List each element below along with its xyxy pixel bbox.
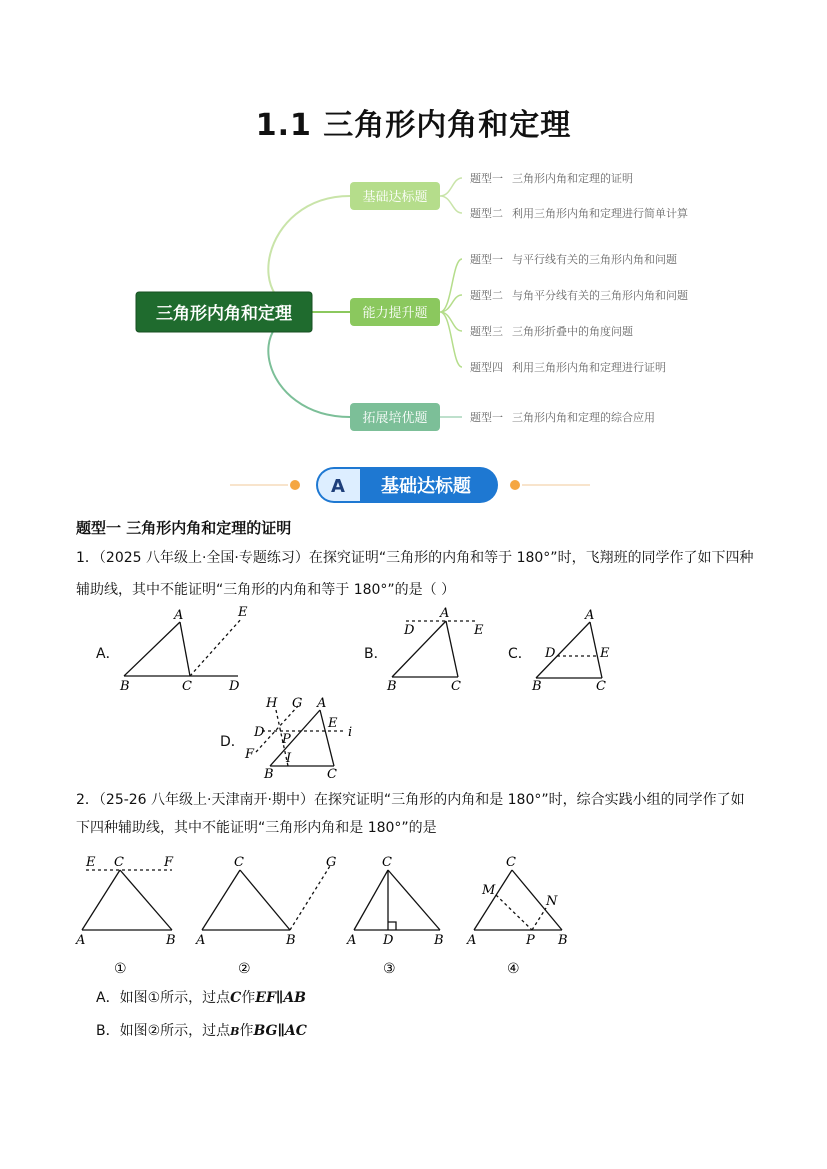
q2-option-b[interactable]	[96, 1021, 307, 1042]
q2f4-label-p: P	[526, 933, 535, 948]
q1d-label-c: C	[327, 767, 337, 782]
q1a-label-d: D	[229, 679, 240, 694]
mm-b2-tag-2: 题型三	[470, 325, 503, 338]
mm-b3-tag-0: 题型一	[470, 411, 503, 424]
banner-label: 基础达标题	[381, 476, 471, 497]
q1d-label-p: P	[282, 732, 291, 747]
mindmap-branch-3: 拓展培优题	[362, 411, 428, 426]
q2-figure-1	[82, 870, 172, 930]
mm-b3-text-0: 三角形内角和定理的综合应用	[512, 411, 655, 424]
mindmap-root: 三角形内角和定理	[156, 304, 292, 324]
q1b-label-c: C	[451, 679, 461, 694]
q2f2-label-b: B	[286, 933, 296, 948]
q1b-label-b: B	[387, 679, 397, 694]
mm-b2-text-0: 与平行线有关的三角形内角和问题	[512, 253, 677, 266]
mm-b2-tag-1: 题型二	[470, 289, 503, 302]
q2f2-label-g: G	[326, 855, 337, 870]
q2f1-label-e: E	[86, 855, 96, 870]
mm-b2-tag-0: 题型一	[470, 253, 503, 266]
q1d-label-d: D	[254, 725, 265, 740]
mm-b2-text-2: 三角形折叠中的角度问题	[512, 325, 633, 338]
q2-option-b-prefix: B．如图②所示，过点	[96, 1023, 231, 1039]
question-1-line-2: 辅助线，其中不能证明“三角形的内角和等于 180°”的是（ ）	[76, 582, 456, 598]
q2-figure-3	[354, 870, 440, 930]
q1-option-a[interactable]: A．	[96, 646, 120, 662]
q2-option-b-mid: 作	[239, 1023, 254, 1039]
q1d-label-g: G	[292, 696, 303, 711]
q1a-label-a: A	[174, 608, 184, 623]
q2f3-label-d: D	[383, 933, 394, 948]
q1d-label-a: A	[317, 696, 327, 711]
q2f4-label-c: C	[506, 855, 516, 870]
q1b-label-e: E	[474, 623, 484, 638]
mm-b1-text-1: 利用三角形内角和定理进行简单计算	[512, 207, 688, 220]
page-title: 1.1 三角形内角和定理	[255, 108, 572, 143]
q1d-label-i: i	[348, 725, 353, 740]
q2-option-b-expr: BG∥AC	[253, 1023, 307, 1039]
q1a-label-e: E	[238, 605, 248, 620]
q2f3-label-b: B	[434, 933, 444, 948]
q2f2-label-a: A	[196, 933, 206, 948]
q2-option-a[interactable]	[96, 988, 306, 1008]
q1-option-c[interactable]: C．	[508, 646, 532, 662]
mindmap-branch-2: 能力提升题	[362, 306, 428, 321]
q2-option-a-prefix: A．如图①所示，过点	[96, 990, 231, 1006]
banner-letter: A	[331, 476, 345, 497]
q1d-label-e: E	[328, 716, 338, 731]
q1d-label-b: B	[264, 767, 274, 782]
q2f4-label-n: N	[546, 894, 558, 909]
question-2-line-1: 2．（25-26 八年级上·天津南开·期中）在探究证明“三角形的内角和是 180°”时，综合实践小组的同学作了如	[76, 792, 745, 808]
mm-b1-tag-1: 题型二	[470, 207, 503, 220]
q2-option-a-point: C	[230, 990, 242, 1006]
q1c-label-e: E	[600, 646, 610, 661]
q2f1-label-b: B	[166, 933, 176, 948]
q2-fig-label-1: ①	[114, 961, 127, 977]
question-2-line-2: 下四种辅助线，其中不能证明“三角形内角和是 180°”的是	[76, 820, 437, 836]
question-1-line-1: 1．（2025 八年级上·全国·专题练习）在探究证明“三角形的内角和等于 180°”时，飞翔班的同学作了如下四种	[76, 550, 754, 566]
q1b-label-a: A	[440, 606, 450, 621]
section-heading: 题型一 三角形内角和定理的证明	[76, 519, 292, 537]
q2f4-label-a: A	[467, 933, 477, 948]
q1c-label-b: B	[532, 679, 542, 694]
q1b-label-d: D	[404, 623, 415, 638]
q2-fig-label-4: ④	[507, 961, 520, 977]
mm-b2-text-1: 与角平分线有关的三角形内角和问题	[512, 289, 688, 302]
q2-option-a-expr: EF∥AB	[255, 990, 307, 1006]
q2f2-label-c: C	[234, 855, 244, 870]
q2-option-a-mid: 作	[241, 990, 256, 1006]
q1-option-b[interactable]: B．	[364, 646, 388, 662]
q2f1-label-a: A	[76, 933, 86, 948]
q2-fig-label-2: ②	[238, 961, 251, 977]
q1c-label-c: C	[596, 679, 606, 694]
q2-figure-2	[202, 866, 330, 930]
q2f1-label-f: F	[164, 855, 174, 870]
q2f3-label-c: C	[382, 855, 392, 870]
q1c-label-a: A	[585, 608, 595, 623]
mm-b2-text-3: 利用三角形内角和定理进行证明	[512, 361, 666, 374]
mm-b2-tag-3: 题型四	[470, 361, 503, 374]
q1c-label-d: D	[545, 646, 556, 661]
q1d-label-i2: I	[286, 751, 292, 766]
q1d-label-f: F	[245, 747, 255, 762]
mindmap-branch-1: 基础达标题	[362, 190, 428, 205]
q1a-label-b: B	[120, 679, 130, 694]
q1d-label-h: H	[266, 696, 278, 711]
q2f3-label-a: A	[347, 933, 357, 948]
q2-fig-label-3: ③	[383, 961, 396, 977]
mm-b1-tag-0: 题型一	[470, 172, 503, 185]
q2-option-b-point: B	[230, 1025, 240, 1038]
q2f1-label-c: C	[114, 855, 124, 870]
q1-option-d[interactable]: D．	[220, 734, 245, 750]
q2f4-label-m: M	[482, 883, 496, 898]
q1a-label-c: C	[182, 679, 192, 694]
mm-b1-text-0: 三角形内角和定理的证明	[512, 172, 633, 185]
q2f4-label-b: B	[558, 933, 568, 948]
